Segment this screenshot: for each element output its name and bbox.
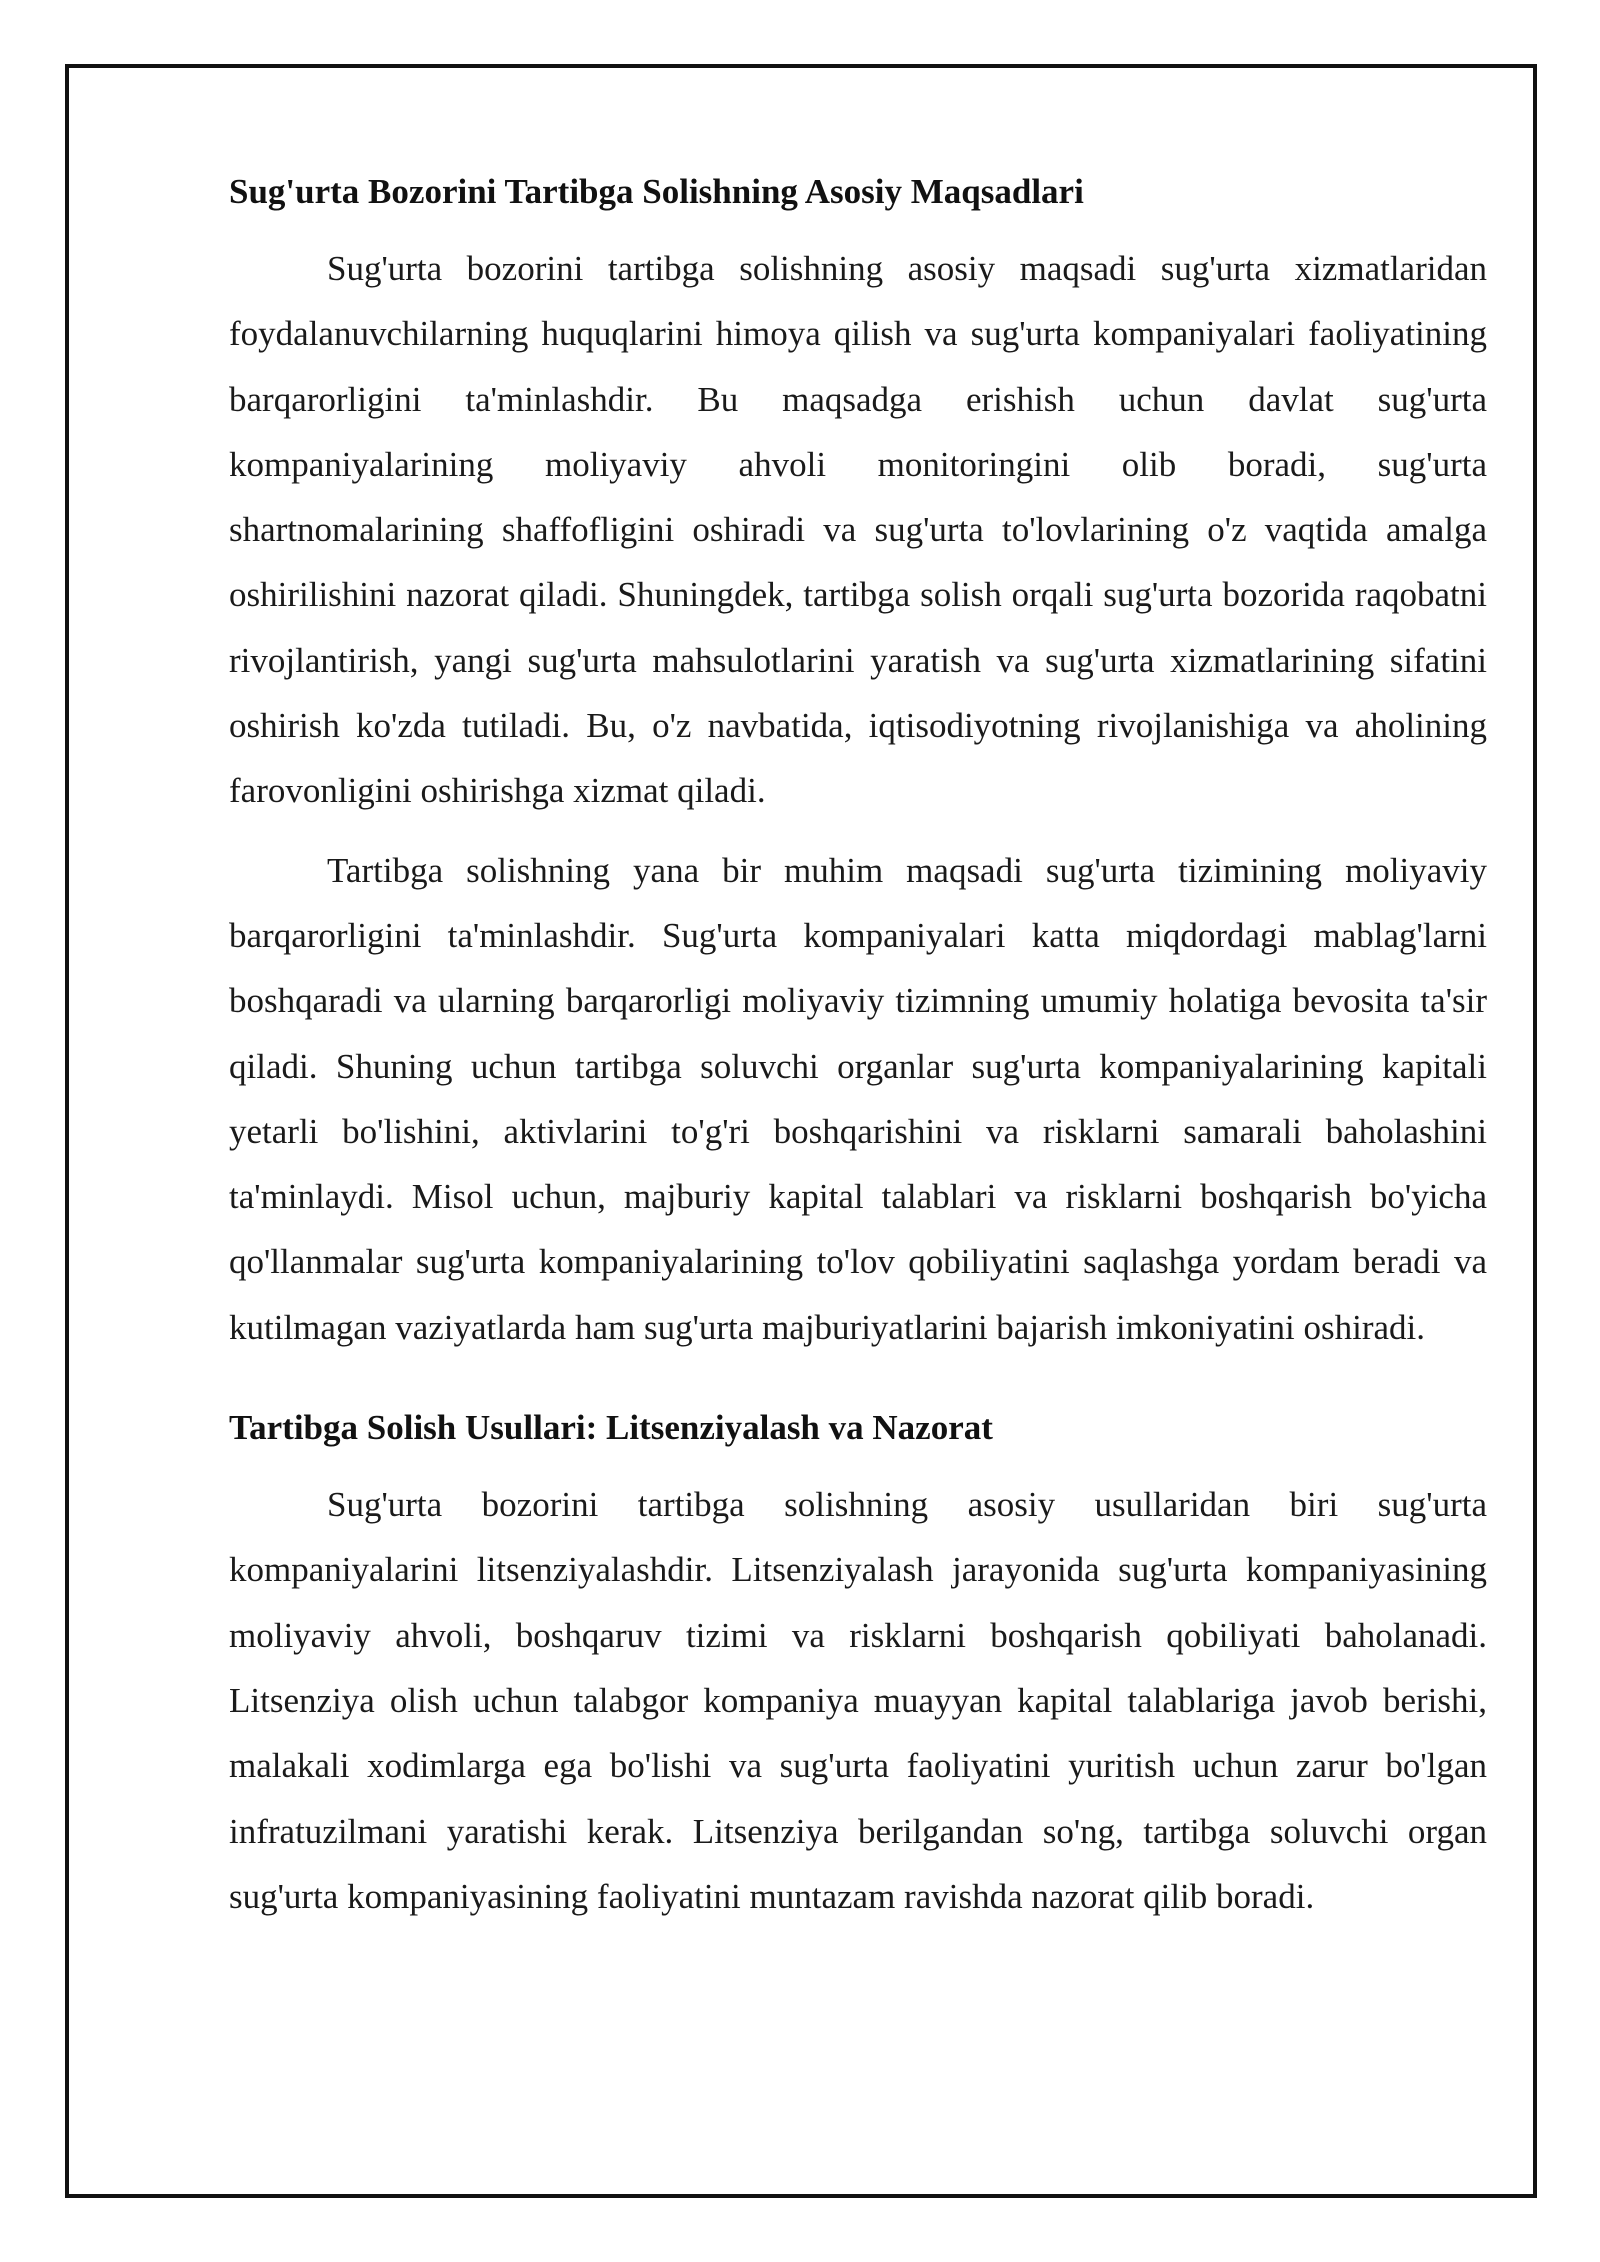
- paragraph-methods-1: Sug'urta bozorini tartibga solishning asosiy usullaridan biri sug'urta kompaniyalarini litsenziyalashdir. Litsenziyalash jarayonida sug'urta kompaniyasining moliyaviy ahvoli, boshqaruv tizimi va risklarni boshqarish qobiliyati baholanadi. Litsenziya olish uchun talabgor kompaniya muayyan kapital talablariga javob berishi, malakali xodimlarga ega bo'lishi va sug'urta faoliyatini yuritish uchun zarur bo'lgan infratuzilmani yaratishi kerak. Litsenziya berilgandan so'ng, tartibga soluvchi organ sug'urta kompaniyasining faoliyatini muntazam ravishda nazorat qilib boradi.: [229, 1485, 1487, 1916]
- paragraph-goals-1: Sug'urta bozorini tartibga solishning asosiy maqsadi sug'urta xizmatlaridan foydalanuvchilarning huquqlarini himoya qilish va sug'urta kompaniyalari faoliyatining barqarorligini ta'minlashdir. Bu maqsadga erishish uchun davlat sug'urta kompaniyalarining moliyaviy ahvoli monitoringini olib boradi, sug'urta shartnomalarining shaffofligini oshiradi va sug'urta to'lovlarining o'z vaqtida amalga oshirilishini nazorat qiladi. Shuningdek, tartibga solish orqali sug'urta bozorida raqobatni rivojlantirish, yangi sug'urta mahsulotlarini yaratish va sug'urta xizmatlarining sifatini oshirish ko'zda tutiladi. Bu, o'z navbatida, iqtisodiyotning rivojlanishiga va aholining farovonligini oshirishga xizmat qiladi.: [229, 249, 1487, 811]
- section-heading-methods: Tartibga Solish Usullari: Litsenziyalash va Nazorat: [229, 1408, 993, 1448]
- paragraph-goals-2: Tartibga solishning yana bir muhim maqsadi sug'urta tizimining moliyaviy barqarorligini ta'minlashdir. Sug'urta kompaniyalari katta miqdordagi mablag'larni boshqaradi va ularning barqarorligi moliyaviy tizimning umumiy holatiga bevosita ta'sir qiladi. Shuning uchun tartibga soluvchi organlar sug'urta kompaniyalarining kapitali yetarli bo'lishini, aktivlarini to'g'ri boshqarishini va risklarni samarali baholashini ta'minlaydi. Misol uchun, majburiy kapital talablari va risklarni boshqarish bo'yicha qo'llanmalar sug'urta kompaniyalarining to'lov qobiliyatini saqlashga yordam beradi va kutilmagan vaziyatlarda ham sug'urta majburiyatlarini bajarish imkoniyatini oshiradi.: [229, 850, 1487, 1347]
- document-body: [229, 170, 1487, 1943]
- section-heading-goals: Sug'urta Bozorini Tartibga Solishning Asosiy Maqsadlari: [229, 172, 1084, 211]
